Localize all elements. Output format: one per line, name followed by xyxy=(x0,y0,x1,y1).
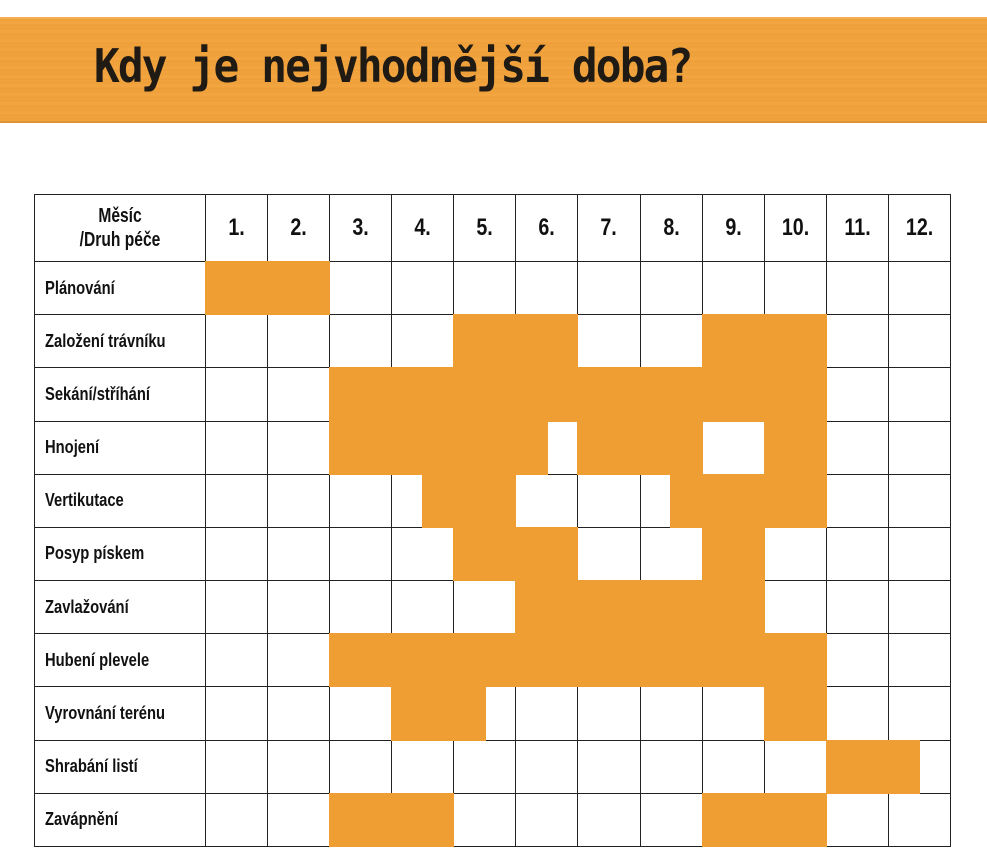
care-type-label: Založení trávníku xyxy=(45,330,166,351)
month-header-4 xyxy=(392,195,454,262)
schedule-cell-month-3 xyxy=(330,474,392,527)
care-type-label: Plánování xyxy=(45,277,115,298)
active-period-fill xyxy=(764,633,827,687)
schedule-cell-month-1 xyxy=(206,793,268,846)
schedule-cell-month-6 xyxy=(516,421,578,474)
table-row xyxy=(35,315,951,368)
schedule-cell-month-8 xyxy=(640,634,702,687)
active-period-fill xyxy=(422,474,455,528)
schedule-cell-month-12 xyxy=(888,687,950,740)
schedule-cell-month-4 xyxy=(392,581,454,634)
active-period-fill xyxy=(515,314,578,368)
schedule-cell-month-8 xyxy=(640,474,702,527)
schedule-cell-month-3 xyxy=(330,793,392,846)
month-label: 5. xyxy=(476,214,494,241)
month-label: 8. xyxy=(662,214,680,241)
month-label: 6. xyxy=(538,214,556,241)
month-header-7 xyxy=(578,195,640,262)
month-header-1 xyxy=(206,195,268,262)
care-type-label-cell xyxy=(35,527,206,580)
schedule-cell-month-3 xyxy=(330,527,392,580)
schedule-cell-month-1 xyxy=(206,581,268,634)
active-period-fill xyxy=(702,580,765,634)
schedule-cell-month-3 xyxy=(330,368,392,421)
schedule-cell-month-11 xyxy=(826,421,888,474)
active-period-fill xyxy=(391,367,454,421)
schedule-cell-month-2 xyxy=(268,527,330,580)
schedule-cell-month-8 xyxy=(640,740,702,793)
schedule-cell-month-1 xyxy=(206,368,268,421)
schedule-cell-month-9 xyxy=(702,581,764,634)
schedule-cell-month-1 xyxy=(206,527,268,580)
schedule-cell-month-6 xyxy=(516,527,578,580)
schedule-cell-month-4 xyxy=(392,315,454,368)
schedule-cell-month-10 xyxy=(764,315,826,368)
active-period-fill xyxy=(702,367,765,421)
active-period-fill xyxy=(764,686,827,740)
schedule-cell-month-6 xyxy=(516,634,578,687)
schedule-cell-month-2 xyxy=(268,793,330,846)
header-corner-cell xyxy=(35,195,206,262)
schedule-cell-month-4 xyxy=(392,634,454,687)
active-period-fill xyxy=(391,421,454,475)
schedule-cell-month-5 xyxy=(454,421,516,474)
schedule-cell-month-1 xyxy=(206,474,268,527)
schedule-cell-month-3 xyxy=(330,634,392,687)
schedule-cell-month-11 xyxy=(826,262,888,315)
schedule-cell-month-8 xyxy=(640,421,702,474)
schedule-cell-month-11 xyxy=(826,793,888,846)
table-row xyxy=(35,793,951,846)
active-period-fill xyxy=(453,686,486,740)
schedule-cell-month-3 xyxy=(330,687,392,740)
schedule-cell-month-10 xyxy=(764,474,826,527)
schedule-cell-month-9 xyxy=(702,740,764,793)
schedule-cell-month-5 xyxy=(454,315,516,368)
schedule-cell-month-8 xyxy=(640,581,702,634)
active-period-fill xyxy=(577,580,640,634)
schedule-cell-month-1 xyxy=(206,421,268,474)
active-period-fill xyxy=(329,793,392,847)
schedule-cell-month-11 xyxy=(826,527,888,580)
month-header-6 xyxy=(516,195,578,262)
schedule-cell-month-11 xyxy=(826,368,888,421)
schedule-cell-month-10 xyxy=(764,262,826,315)
active-period-fill xyxy=(453,527,516,581)
schedule-cell-month-12 xyxy=(888,581,950,634)
schedule-cell-month-8 xyxy=(640,793,702,846)
month-header-11 xyxy=(826,195,888,262)
schedule-cell-month-7 xyxy=(578,262,640,315)
schedule-cell-month-5 xyxy=(454,474,516,527)
schedule-cell-month-12 xyxy=(888,262,950,315)
schedule-cell-month-4 xyxy=(392,793,454,846)
schedule-cell-month-8 xyxy=(640,368,702,421)
schedule-cell-month-7 xyxy=(578,315,640,368)
active-period-fill xyxy=(391,686,454,740)
schedule-cell-month-5 xyxy=(454,581,516,634)
care-type-label: Hnojení xyxy=(45,437,100,458)
schedule-cell-month-7 xyxy=(578,581,640,634)
care-type-label-cell xyxy=(35,634,206,687)
schedule-cell-month-7 xyxy=(578,793,640,846)
active-period-fill xyxy=(515,367,578,421)
active-period-fill xyxy=(764,314,827,368)
care-type-label-cell xyxy=(35,421,206,474)
schedule-cell-month-7 xyxy=(578,421,640,474)
care-type-label-cell xyxy=(35,740,206,793)
schedule-cell-month-2 xyxy=(268,368,330,421)
month-label: 11. xyxy=(844,214,871,241)
month-label: 12. xyxy=(905,214,934,241)
schedule-cell-month-12 xyxy=(888,421,950,474)
schedule-cell-month-8 xyxy=(640,687,702,740)
active-period-fill xyxy=(329,633,392,687)
table-row xyxy=(35,421,951,474)
title-banner xyxy=(0,17,987,123)
active-period-fill xyxy=(764,421,827,475)
schedule-cell-month-10 xyxy=(764,740,826,793)
table-row xyxy=(35,262,951,315)
table-row xyxy=(35,634,951,687)
active-period-fill xyxy=(453,314,516,368)
schedule-cell-month-8 xyxy=(640,527,702,580)
care-type-label-cell xyxy=(35,687,206,740)
schedule-cell-month-4 xyxy=(392,527,454,580)
schedule-cell-month-9 xyxy=(702,474,764,527)
schedule-cell-month-6 xyxy=(516,262,578,315)
month-header-3 xyxy=(330,195,392,262)
schedule-cell-month-1 xyxy=(206,315,268,368)
schedule-cell-month-4 xyxy=(392,687,454,740)
schedule-cell-month-8 xyxy=(640,262,702,315)
schedule-cell-month-4 xyxy=(392,740,454,793)
schedule-cell-month-9 xyxy=(702,368,764,421)
schedule-cell-month-2 xyxy=(268,740,330,793)
active-period-fill xyxy=(670,474,703,528)
active-period-fill xyxy=(267,261,330,315)
schedule-cell-month-7 xyxy=(578,634,640,687)
schedule-cell-month-12 xyxy=(888,793,950,846)
schedule-cell-month-8 xyxy=(640,315,702,368)
schedule-cell-month-4 xyxy=(392,474,454,527)
month-label: 10. xyxy=(781,214,809,241)
schedule-cell-month-4 xyxy=(392,262,454,315)
schedule-cell-month-11 xyxy=(826,687,888,740)
schedule-cell-month-9 xyxy=(702,315,764,368)
schedule-cell-month-3 xyxy=(330,262,392,315)
care-type-label-cell xyxy=(35,368,206,421)
schedule-cell-month-10 xyxy=(764,421,826,474)
schedule-cell-month-2 xyxy=(268,421,330,474)
month-label: 1. xyxy=(228,214,245,241)
care-type-label: Posyp pískem xyxy=(45,543,145,564)
schedule-cell-month-10 xyxy=(764,581,826,634)
month-header-2 xyxy=(268,195,330,262)
active-period-fill xyxy=(702,633,765,687)
care-type-label: Shrabání listí xyxy=(45,756,138,777)
month-header-8 xyxy=(640,195,702,262)
active-period-fill xyxy=(577,367,640,421)
schedule-cell-month-1 xyxy=(206,262,268,315)
schedule-cell-month-6 xyxy=(516,315,578,368)
schedule-cell-month-6 xyxy=(516,687,578,740)
care-type-label: Zavápnění xyxy=(45,809,119,830)
care-type-label-cell xyxy=(35,262,206,315)
care-schedule-table xyxy=(34,194,951,847)
schedule-cell-month-10 xyxy=(764,634,826,687)
schedule-cell-month-12 xyxy=(888,315,950,368)
month-label: 9. xyxy=(724,214,742,241)
schedule-cell-month-2 xyxy=(268,262,330,315)
schedule-cell-month-2 xyxy=(268,634,330,687)
table-row xyxy=(35,687,951,740)
active-period-fill xyxy=(702,474,765,528)
schedule-cell-month-10 xyxy=(764,687,826,740)
header-month-label: Měsíc xyxy=(98,205,142,227)
month-label: 4. xyxy=(414,214,431,241)
schedule-cell-month-5 xyxy=(454,634,516,687)
schedule-cell-month-9 xyxy=(702,262,764,315)
active-period-fill xyxy=(329,421,392,475)
month-header-12 xyxy=(888,195,950,262)
month-label: 3. xyxy=(352,214,369,241)
schedule-cell-month-11 xyxy=(826,740,888,793)
active-period-fill xyxy=(640,633,703,687)
active-period-fill xyxy=(702,793,765,847)
active-period-fill xyxy=(702,527,765,581)
schedule-cell-month-5 xyxy=(454,527,516,580)
active-period-fill xyxy=(764,367,827,421)
schedule-cell-month-2 xyxy=(268,474,330,527)
schedule-cell-month-6 xyxy=(516,368,578,421)
schedule-cell-month-7 xyxy=(578,368,640,421)
schedule-cell-month-12 xyxy=(888,527,950,580)
schedule-cell-month-12 xyxy=(888,634,950,687)
care-type-label: Vyrovnání terénu xyxy=(45,702,166,723)
table-row xyxy=(35,527,951,580)
schedule-cell-month-12 xyxy=(888,474,950,527)
schedule-cell-month-9 xyxy=(702,527,764,580)
schedule-cell-month-5 xyxy=(454,740,516,793)
schedule-cell-month-11 xyxy=(826,474,888,527)
active-period-fill xyxy=(205,261,268,315)
schedule-cell-month-3 xyxy=(330,315,392,368)
month-header-5 xyxy=(454,195,516,262)
schedule-cell-month-10 xyxy=(764,527,826,580)
schedule-cell-month-4 xyxy=(392,368,454,421)
schedule-cell-month-6 xyxy=(516,581,578,634)
schedule-cell-month-6 xyxy=(516,740,578,793)
table-row xyxy=(35,368,951,421)
schedule-cell-month-1 xyxy=(206,687,268,740)
care-type-label: Vertikutace xyxy=(45,490,124,511)
schedule-cell-month-5 xyxy=(454,262,516,315)
active-period-fill xyxy=(640,580,703,634)
month-label: 2. xyxy=(290,214,307,241)
care-type-label-cell xyxy=(35,315,206,368)
schedule-cell-month-7 xyxy=(578,740,640,793)
schedule-cell-month-11 xyxy=(826,581,888,634)
schedule-cell-month-11 xyxy=(826,315,888,368)
active-period-fill xyxy=(391,793,454,847)
month-label: 7. xyxy=(600,214,618,241)
active-period-fill xyxy=(826,740,889,794)
schedule-cell-month-1 xyxy=(206,634,268,687)
active-period-fill xyxy=(640,367,703,421)
schedule-cell-month-2 xyxy=(268,315,330,368)
schedule-cell-month-2 xyxy=(268,581,330,634)
schedule-cell-month-5 xyxy=(454,793,516,846)
active-period-fill xyxy=(577,633,640,687)
active-period-fill xyxy=(453,421,516,475)
schedule-cell-month-5 xyxy=(454,368,516,421)
schedule-cell-month-6 xyxy=(516,793,578,846)
schedule-cell-month-3 xyxy=(330,740,392,793)
header-row xyxy=(35,195,951,262)
active-period-fill xyxy=(329,367,392,421)
schedule-cell-month-11 xyxy=(826,634,888,687)
care-type-label-cell xyxy=(35,581,206,634)
active-period-fill xyxy=(764,793,827,847)
schedule-cell-month-7 xyxy=(578,527,640,580)
schedule-cell-month-3 xyxy=(330,421,392,474)
table-row xyxy=(35,474,951,527)
table-row xyxy=(35,740,951,793)
page-title: Kdy je nejvhodnější doba? xyxy=(94,39,692,93)
schedule-cell-month-10 xyxy=(764,793,826,846)
care-type-label-cell xyxy=(35,474,206,527)
schedule-cell-month-9 xyxy=(702,687,764,740)
active-period-fill xyxy=(577,421,640,475)
schedule-cell-month-12 xyxy=(888,368,950,421)
schedule-cell-month-12 xyxy=(888,740,950,793)
active-period-fill xyxy=(515,527,578,581)
schedule-cell-month-6 xyxy=(516,474,578,527)
active-period-fill xyxy=(391,633,454,687)
schedule-cell-month-10 xyxy=(764,368,826,421)
schedule-cell-month-5 xyxy=(454,687,516,740)
care-type-label: Hubení plevele xyxy=(45,649,150,670)
schedule-cell-month-1 xyxy=(206,740,268,793)
schedule-cell-month-4 xyxy=(392,421,454,474)
month-header-9 xyxy=(702,195,764,262)
schedule-cell-month-7 xyxy=(578,687,640,740)
active-period-fill xyxy=(702,314,765,368)
header-care-type-label: /Druh péče xyxy=(79,229,161,251)
care-type-label: Zavlažování xyxy=(45,596,129,617)
active-period-fill xyxy=(515,633,578,687)
care-type-label: Sekání/stříhání xyxy=(45,383,151,404)
schedule-cell-month-9 xyxy=(702,634,764,687)
active-period-fill xyxy=(453,474,516,528)
active-period-fill xyxy=(640,421,703,475)
active-period-fill xyxy=(515,421,548,475)
month-header-10 xyxy=(764,195,826,262)
table-row xyxy=(35,581,951,634)
schedule-cell-month-9 xyxy=(702,421,764,474)
schedule-cell-month-3 xyxy=(330,581,392,634)
active-period-fill xyxy=(453,633,516,687)
active-period-fill xyxy=(888,740,921,794)
active-period-fill xyxy=(764,474,827,528)
active-period-fill xyxy=(453,367,516,421)
active-period-fill xyxy=(515,580,578,634)
schedule-cell-month-2 xyxy=(268,687,330,740)
care-type-label-cell xyxy=(35,793,206,846)
schedule-cell-month-9 xyxy=(702,793,764,846)
schedule-cell-month-7 xyxy=(578,474,640,527)
